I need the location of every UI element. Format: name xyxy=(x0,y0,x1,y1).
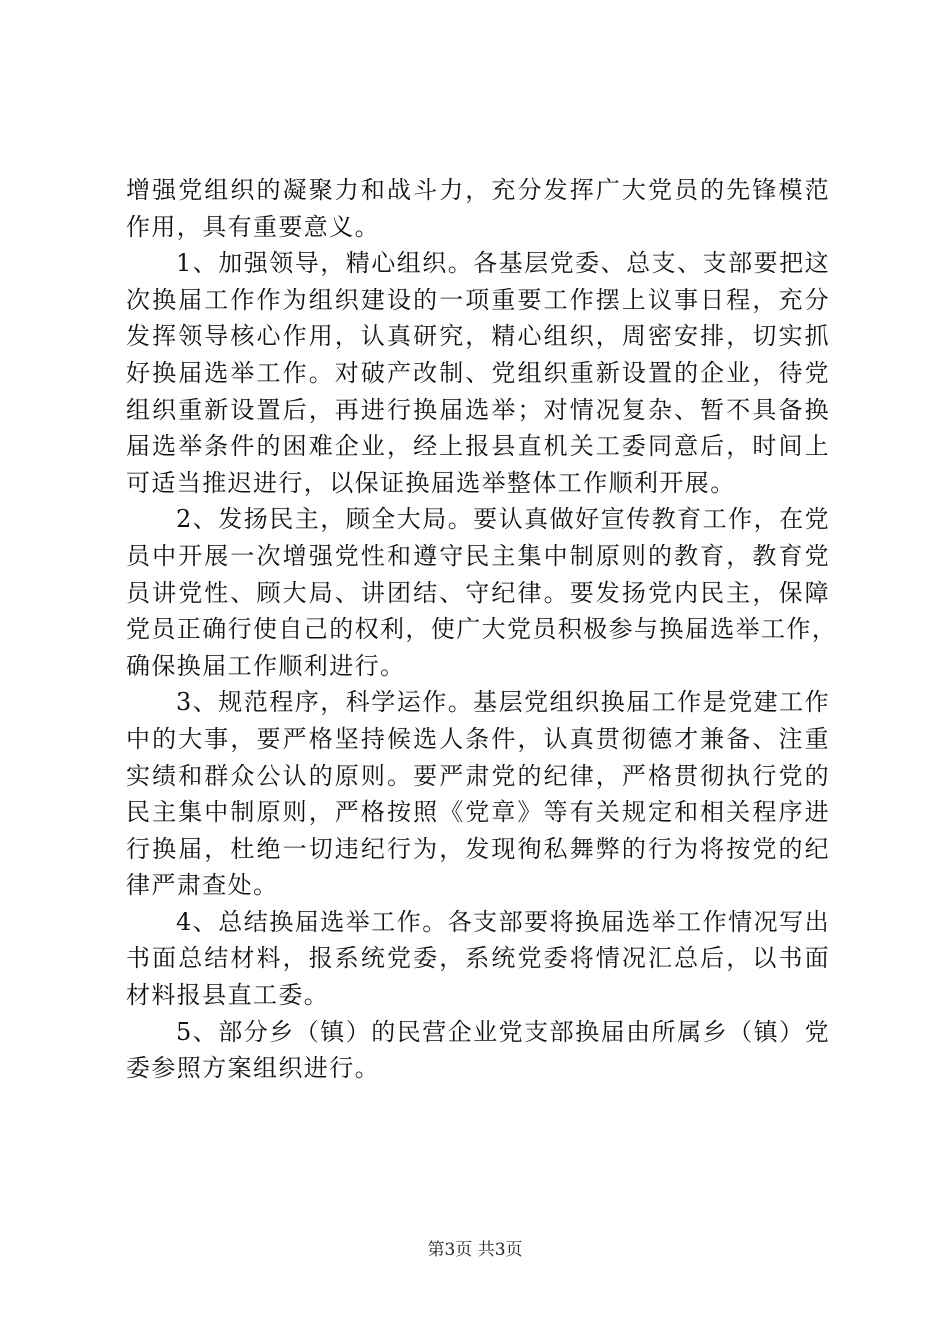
text-line: 组织重新设置后，再进行换届选举；对情况复杂、暂不具备换 xyxy=(126,395,830,424)
document-body xyxy=(126,172,838,1087)
text-line: 民主集中制原则，严格按照《党章》等有关规定和相关程序进 xyxy=(126,798,830,827)
page-number-footer: 第3页 共3页 xyxy=(427,1240,523,1260)
paragraph-5-first-line: 5、部分乡（镇）的民营企业党支部换届由所属乡（镇）党 xyxy=(176,1017,830,1046)
text-line: 发挥领导核心作用，认真研究，精心组织，周密安排，切实抓 xyxy=(126,322,830,351)
text-line: 党员正确行使自己的权利，使广大党员积极参与换届选举工作， xyxy=(126,615,838,644)
paragraph-2-first-line: 2、发扬民主，顾全大局。要认真做好宣传教育工作，在党 xyxy=(176,505,830,534)
text-line: 中的大事，要严格坚持候选人条件，认真贯彻德才兼备、注重 xyxy=(126,724,830,753)
text-line: 委参照方案组织进行。 xyxy=(126,1054,380,1083)
paragraph-4-first-line: 4、总结换届选举工作。各支部要将换届选举工作情况写出 xyxy=(176,907,830,936)
paragraph-1-first-line: 1、加强领导，精心组织。各基层党委、总支、支部要把这 xyxy=(176,249,830,278)
text-line: 好换届选举工作。对破产改制、党组织重新设置的企业，待党 xyxy=(126,358,830,387)
text-line: 届选举条件的困难企业，经上报县直机关工委同意后，时间上 xyxy=(126,432,830,461)
text-line: 可适当推迟进行，以保证换届选举整体工作顺利开展。 xyxy=(126,468,736,497)
text-line: 律严肃查处。 xyxy=(126,871,279,900)
text-line: 书面总结材料，报系统党委，系统党委将情况汇总后，以书面 xyxy=(126,944,830,973)
paragraph-3-first-line: 3、规范程序，科学运作。基层党组织换届工作是党建工作 xyxy=(176,688,830,717)
text-line: 作用，具有重要意义。 xyxy=(126,212,380,241)
text-line: 次换届工作作为组织建设的一项重要工作摆上议事日程，充分 xyxy=(126,285,830,314)
text-line: 确保换届工作顺利进行。 xyxy=(126,651,406,680)
text-line: 材料报县直工委。 xyxy=(126,981,330,1010)
text-line: 员讲党性、顾大局、讲团结、守纪律。要发扬党内民主，保障 xyxy=(126,578,830,607)
text-line: 增强党组织的凝聚力和战斗力，充分发挥广大党员的先锋模范 xyxy=(126,176,830,204)
text-line: 实绩和群众公认的原则。要严肃党的纪律，严格贯彻执行党的 xyxy=(126,761,830,790)
text-line: 员中开展一次增强党性和遵守民主集中制原则的教育，教育党 xyxy=(126,541,830,570)
text-line: 行换届，杜绝一切违纪行为，发现徇私舞弊的行为将按党的纪 xyxy=(126,834,830,863)
